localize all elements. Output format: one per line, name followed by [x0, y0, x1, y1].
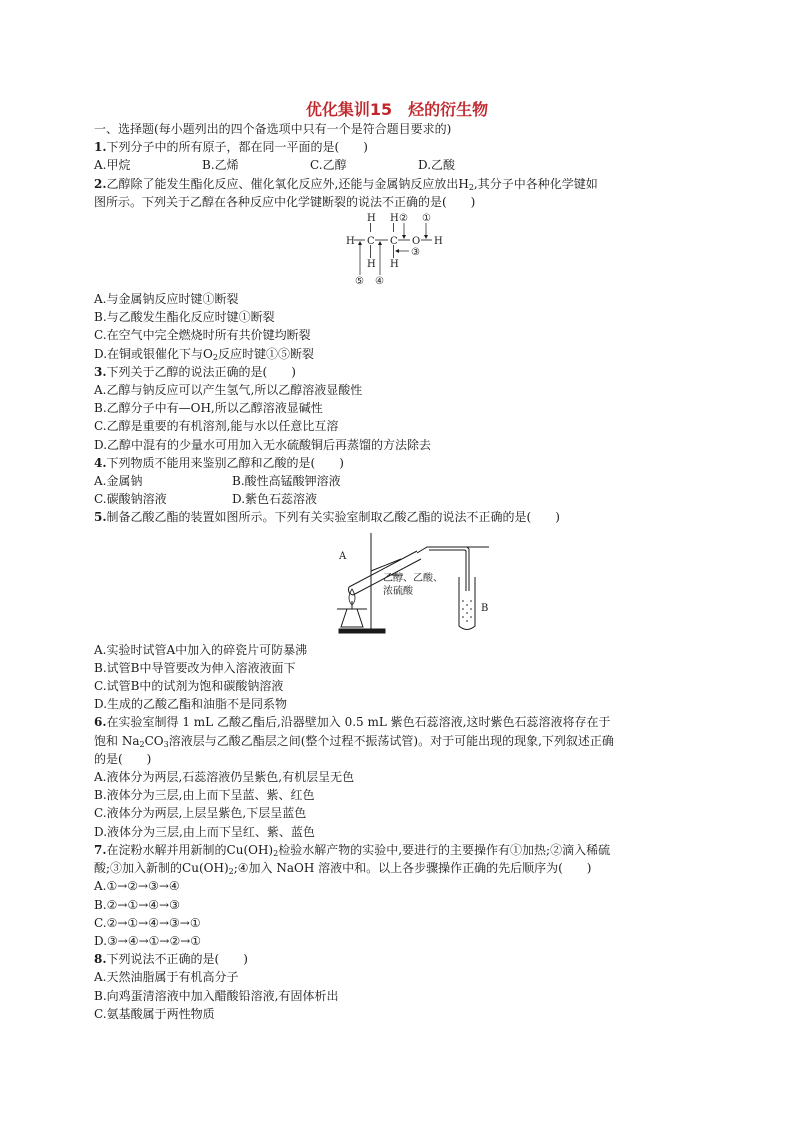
question-number: 4. — [94, 455, 107, 470]
question-stem-cont: ,其分子中各种化学键如 — [473, 176, 598, 191]
option-a: A.天然油脂属于有机高分子 — [94, 970, 239, 985]
question-number: 6. — [94, 715, 107, 730]
label-a: A — [339, 550, 347, 562]
question-6: 6.在实验室制得 1 mL 乙酸乙酯后,沿器壁加入 0.5 mL 紫色石蕊溶液,这时紫色石蕊溶液将存在于 饱和 $Na_2CO_3$溶液层与乙酸乙酯层之间(整个过程不振荡试管)。对于可能出现的现象,下列叙述正确 的是( ) A.液体分为两层,石蕊溶液仍呈紫色,有机层呈无色 B.液体分为三层,由上而下呈蓝、紫、红色 C.液体分为两层,上层呈紫色,下层呈蓝色 D.液体分为三层,由上而下呈红、紫、蓝色 — [94, 713, 702, 840]
question-number: 3. — [94, 364, 107, 379]
question-stem-line2: 图所示。下列关于乙醇在各种反应中化学键断裂的说法不正确的是( ) — [94, 194, 476, 209]
atom-h: H — [390, 259, 399, 271]
option-c: C.试管B中的试剂为饱和碳酸钠溶液 — [94, 679, 284, 694]
option-a: A.金属钠 — [94, 474, 143, 489]
option-d: D.液体分为三层,由上而下呈红、紫、蓝色 — [94, 824, 315, 839]
question-number: 7. — [94, 842, 107, 857]
atom-h: H — [346, 236, 355, 248]
option-b: B.与乙酸发生酯化反应时键①断裂 — [94, 310, 275, 325]
option-d: D.生成的乙酸乙酯和油脂不是同系物 — [94, 697, 288, 712]
label-b: B — [481, 602, 489, 614]
reagents-label-1: 乙醇、乙酸、 — [383, 572, 443, 584]
bond-mark-1: ① — [422, 213, 431, 225]
question-stem: 下列物质不能用来鉴别乙醇和乙酸的是( ) — [106, 455, 344, 470]
reagents-label-2: 浓硫酸 — [383, 585, 413, 597]
option-c: C.乙醇 — [310, 158, 347, 173]
subscript: 2 — [228, 867, 234, 877]
question-number: 1. — [94, 140, 107, 155]
question-7: 7.在淀粉水解并用新制的$Cu(OH)_2$检验水解产物的实验中,要进行的主要操作有①加热;②滴入稀硫 酸;③加入新制的$Cu(OH)_2;④$加入 NaOH 溶液中和。以上各步骤操作正确的先后顺序为( ) A.①→②→③→④ B.②→①→④→③ C.②→①→④→③→① D.③→④→①→②→① — [94, 841, 702, 950]
question-2 — [94, 175, 702, 363]
question-stem: 下列分子中的所有原子，都在同一平面的是( ) — [106, 140, 368, 155]
option-a: A.乙醇与钠反应可以产生氢气,所以乙醇溶液显酸性 — [94, 383, 363, 398]
page-title: 优化集训15 烃的衍生物 — [305, 100, 489, 119]
atom-o: O — [412, 236, 421, 248]
question-number: 8. — [94, 952, 107, 967]
atom-h: H — [367, 213, 376, 225]
subscript: 2 — [273, 848, 279, 858]
subscript: 2 — [212, 352, 218, 362]
option-b: B.液体分为三层,由上而下呈蓝、紫、红色 — [94, 788, 315, 803]
subscript: 2 — [468, 182, 474, 192]
atom-h: H — [367, 259, 376, 271]
option-a: A.液体分为两层,石蕊溶液仍呈紫色,有机层呈无色 — [94, 770, 355, 785]
option-c: C.在空气中完全燃烧时所有共价键均断裂 — [94, 328, 311, 343]
question-stem: 乙醇除了能发生酯化反应、催化氧化反应外,还能与金属钠反应放出H — [106, 176, 469, 191]
option-c: C.碳酸钠溶液 — [94, 492, 167, 507]
bond-mark-3: ③ — [411, 247, 420, 259]
question-8 — [94, 950, 702, 1023]
ethanol-bond-diagram — [344, 212, 454, 288]
option-d: D.乙酸 — [418, 158, 456, 173]
option-d: D.在铜或银催化下与$O_2$反应时键①⑤断裂 — [94, 346, 314, 362]
question-1 — [94, 138, 702, 174]
question-number: 2. — [94, 176, 107, 191]
option-a: A.与金属钠反应时键①断裂 — [94, 292, 239, 307]
option-d: D.紫色石蕊溶液 — [232, 492, 318, 507]
option-a: A.甲烷 — [94, 158, 131, 173]
option-b: B.乙醇分子中有—OH,所以乙醇溶液显碱性 — [94, 401, 323, 416]
question-number: 5. — [94, 510, 107, 525]
option-b: B.乙烯 — [202, 158, 239, 173]
bond-mark-2: ② — [399, 213, 408, 225]
document-body — [94, 120, 702, 1023]
question-5 — [94, 508, 702, 713]
option-d: D.乙醇中混有的少量水可用加入无水硫酸铜后再蒸馏的方法除去 — [94, 437, 432, 452]
option-a: A.实验时试管A中加入的碎瓷片可防暴沸 — [94, 642, 308, 657]
question-3 — [94, 363, 702, 454]
atom-c1: C — [367, 236, 375, 248]
option-b: B.②→①→④→③ — [94, 897, 180, 912]
option-c: C.②→①→④→③→① — [94, 915, 201, 930]
subscript: 2 — [139, 739, 145, 749]
atom-h: H — [390, 213, 399, 225]
subscript: 3 — [163, 739, 169, 749]
option-a: A.①→②→③→④ — [94, 879, 180, 894]
option-b: B.向鸡蛋清溶液中加入醋酸铅溶液,有固体析出 — [94, 988, 339, 1003]
ester-apparatus-diagram — [319, 529, 489, 639]
bond-mark-5: ⑤ — [355, 276, 364, 288]
bond-mark-4: ④ — [375, 276, 384, 288]
question-stem: 在实验室制得 1 mL 乙酸乙酯后,沿器壁加入 0.5 mL 紫色石蕊溶液,这时紫色石蕊溶液将存在于 — [106, 715, 611, 730]
question-stem: 制备乙酸乙酯的装置如图所示。下列有关实验室制取乙酸乙酯的说法不正确的是( ) — [106, 510, 560, 525]
atom-h: H — [434, 236, 443, 248]
option-b: B.酸性高锰酸钾溶液 — [232, 474, 341, 489]
option-d: D.③→④→①→②→① — [94, 933, 202, 948]
option-c: C.氨基酸属于两性物质 — [94, 1006, 215, 1021]
section-heading: 一、选择题(每小题列出的四个备选项中只有一个是符合题目要求的) — [94, 122, 452, 136]
question-stem: 下列关于乙醇的说法正确的是( ) — [106, 364, 296, 379]
atom-c2: C — [390, 236, 398, 248]
option-c: C.乙醇是重要的有机溶剂,能与水以任意比互溶 — [94, 419, 339, 434]
option-c: C.液体分为两层,上层呈紫色,下层呈蓝色 — [94, 806, 307, 821]
question-stem: 下列说法不正确的是( ) — [106, 952, 248, 967]
option-b: B.试管B中导管要改为伸入溶液液面下 — [94, 660, 296, 675]
question-4 — [94, 454, 702, 509]
